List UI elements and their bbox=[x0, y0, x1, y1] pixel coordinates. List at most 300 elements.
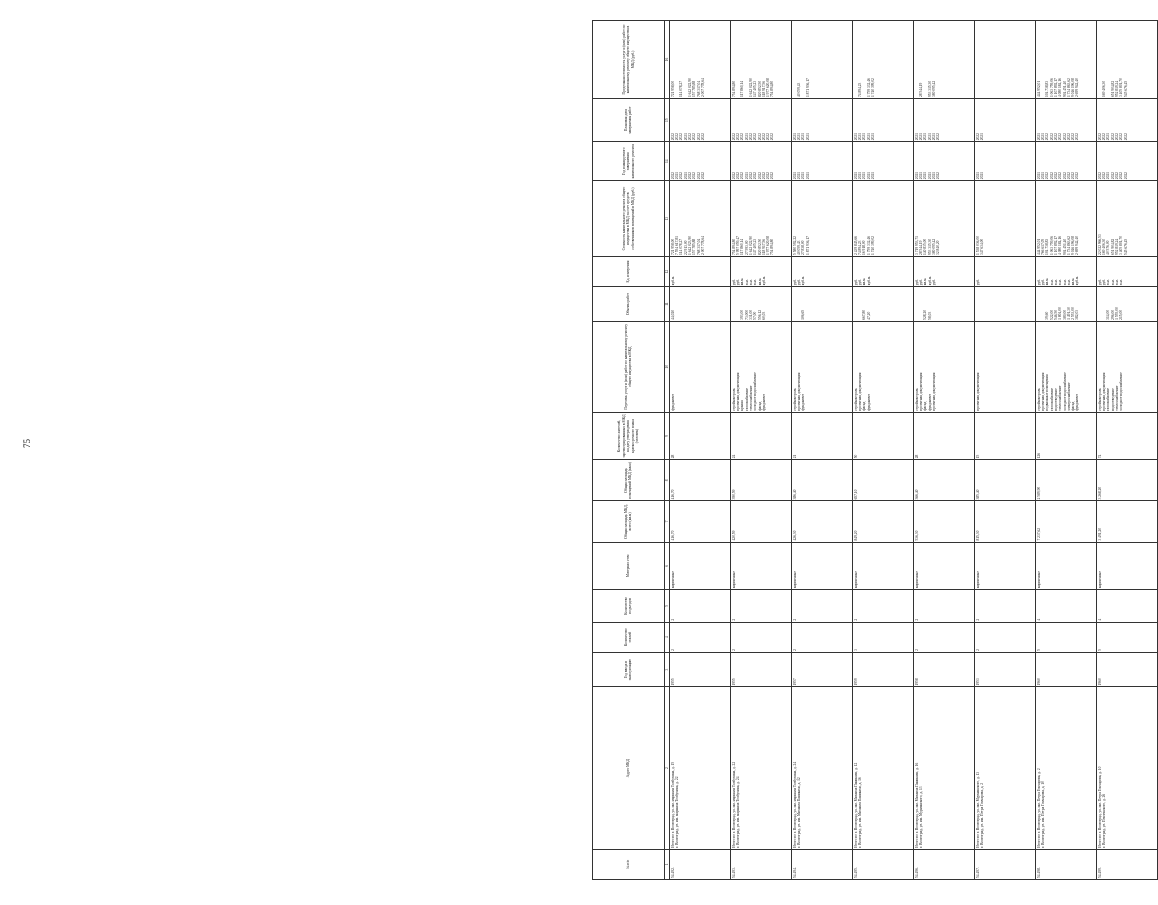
works-cell-line: проектная документация bbox=[1102, 372, 1107, 411]
address-cell-line: Итого по г. Волгоград, ул. им. Петра Гончарова, д. 10 bbox=[1097, 766, 1102, 848]
volumes-cell bbox=[975, 287, 1036, 322]
volumes-cell-line: 215,00 bbox=[1119, 309, 1124, 320]
units-cell-line: руб. bbox=[792, 278, 797, 286]
address-cell bbox=[731, 687, 792, 849]
address-cell bbox=[914, 687, 975, 849]
plan-date-cell-line: 2022 bbox=[1066, 133, 1071, 141]
units-cell-line: кв.м. bbox=[923, 277, 928, 286]
cost-cell-line: 147 405,23 bbox=[753, 238, 758, 255]
column-header: Год планируемого завершения капитального ремонта bbox=[593, 142, 665, 181]
volumes-cell bbox=[1036, 287, 1097, 322]
units-cell-line: п.м. bbox=[1053, 279, 1058, 286]
works-cell-line: водоотведение bbox=[1053, 388, 1058, 411]
row-number: 54.498. bbox=[1036, 849, 1097, 879]
works-cell-line: фундамент bbox=[801, 393, 806, 411]
year-cell: 1958 bbox=[914, 652, 975, 687]
entrances-cell: 2 bbox=[975, 590, 1036, 622]
works-cell-line: газоснабжение bbox=[1049, 388, 1054, 411]
area-rooms-cell: 386,40 bbox=[792, 460, 853, 501]
plan-date-cell-line: 2021 bbox=[914, 133, 919, 141]
plan-date-cell-line: 2022 bbox=[1075, 133, 1080, 141]
address-cell-line: Итого по г. Волгоград, ул. им. Мурманского, д. 13 bbox=[975, 771, 980, 848]
header-row bbox=[593, 21, 665, 880]
area-rooms-cell: 2 589,90 bbox=[1036, 460, 1097, 501]
column-header: Адрес МКД bbox=[593, 687, 665, 849]
limit-cost-cell-line: 117 860,14 bbox=[740, 80, 745, 98]
plan-date-cell bbox=[1097, 99, 1158, 142]
entrances-cell: 2 bbox=[670, 590, 731, 622]
material-cell: кирпичные bbox=[792, 542, 853, 590]
year-cell: 1957 bbox=[792, 652, 853, 687]
residents-cell: 28 bbox=[670, 412, 731, 460]
plan-year-cell-line: 2022 bbox=[1071, 172, 1076, 180]
plan-date-cell-line: 2022 bbox=[975, 133, 980, 141]
volumes-cell-line: 528,20 bbox=[923, 309, 928, 320]
area-total-cell: 7 237,62 bbox=[1036, 501, 1097, 542]
material-cell: кирпичные bbox=[853, 542, 914, 590]
plan-date-cell-line: 2021 bbox=[683, 133, 688, 141]
column-header: Количество жителей, зарегистрированных в МКД на дату утверждения краткосрочного плана (человек) bbox=[593, 412, 665, 460]
units-cell-line: п.м. bbox=[748, 279, 753, 286]
works-cell bbox=[1097, 321, 1158, 412]
plan-date-cell-line: 2021 bbox=[870, 133, 875, 141]
units-cell-line bbox=[697, 258, 701, 285]
year-cell: 1960 bbox=[1036, 652, 1097, 687]
cost-cell-line: 7 554 617,81 bbox=[675, 236, 680, 255]
plan-year-cell-line: 2022 bbox=[687, 172, 692, 180]
units-cell-line: куб.м. bbox=[927, 275, 932, 286]
cost-cell-line: 1 107 892,17 bbox=[1053, 236, 1058, 255]
repair-plan-table bbox=[592, 20, 1158, 880]
limit-cost-cell bbox=[914, 21, 975, 99]
material-cell: кирпичные bbox=[731, 542, 792, 590]
units-cell bbox=[731, 256, 792, 286]
material-cell: кирпичные bbox=[1097, 542, 1158, 590]
units-cell-line: кв.м. bbox=[757, 277, 762, 286]
plan-date-cell-line: 2022 bbox=[675, 133, 680, 141]
volumes-cell-line: 331,00 bbox=[748, 309, 753, 320]
entrances-cell: 4 bbox=[1036, 590, 1097, 622]
cost-cell-line: 1 642 022,90 bbox=[748, 236, 753, 255]
column-number: 9 bbox=[664, 412, 670, 460]
works-cell-line: фундамент bbox=[670, 393, 675, 411]
plan-year-cell-line: 2021 bbox=[675, 172, 680, 180]
column-header: Количество этажей bbox=[593, 622, 665, 652]
works-cell bbox=[914, 321, 975, 412]
units-cell bbox=[1036, 256, 1097, 286]
area-rooms-cell: 416,70 bbox=[670, 460, 731, 501]
plan-date-cell-line: 2022 bbox=[1110, 133, 1115, 141]
column-number: 7 bbox=[664, 501, 670, 542]
residents-cell: 50 bbox=[853, 412, 914, 460]
entrances-cell: 2 bbox=[792, 590, 853, 622]
plan-year-cell-line: 2022 bbox=[766, 172, 771, 180]
plan-date-cell-line: 2022 bbox=[1049, 133, 1054, 141]
floors-cell: 5 bbox=[1036, 622, 1097, 652]
cost-cell-line: 27 593,00 bbox=[744, 240, 749, 255]
cost-cell-line: 74 894,23 bbox=[858, 240, 863, 255]
residents-cell: 28 bbox=[914, 412, 975, 460]
cost-cell bbox=[731, 181, 792, 257]
volumes-cell-line: 1 804,00 bbox=[1058, 307, 1063, 320]
table-row bbox=[670, 21, 731, 880]
limit-cost-cell-line: 721 958,00 bbox=[670, 80, 675, 98]
entrances-cell: 2 bbox=[914, 590, 975, 622]
limit-cost-cell bbox=[853, 21, 914, 99]
plan-date-cell-line: 2021 bbox=[1041, 133, 1046, 141]
plan-date-cell-line: 2021 bbox=[1036, 133, 1041, 141]
limit-cost-cell-line: 1 871 936,17 bbox=[805, 78, 810, 98]
works-cell-line: фундамент bbox=[866, 393, 871, 411]
plan-year-cell-line: 2021 bbox=[923, 172, 928, 180]
units-cell-line: п.м. bbox=[1062, 279, 1067, 286]
cost-cell-line: 169 406,30 bbox=[1102, 238, 1107, 255]
column-number: 10 bbox=[664, 321, 670, 412]
cost-cell-line: 140 835,00 bbox=[923, 238, 928, 255]
volumes-cell-line: 60,03 bbox=[761, 311, 766, 320]
plan-date-cell-line: 2022 bbox=[700, 133, 705, 141]
works-cell-line: холодное водоснабжение bbox=[753, 372, 758, 411]
area-rooms-cell: 657,10 bbox=[853, 460, 914, 501]
limit-cost-cell-line bbox=[980, 22, 984, 97]
works-cell-line: газоснабжение bbox=[1106, 388, 1111, 411]
plan-year-cell bbox=[1097, 142, 1158, 181]
year-cell: 1960 bbox=[1097, 652, 1158, 687]
cost-cell-line: 820 852,50 bbox=[757, 238, 762, 255]
column-number: 12 bbox=[664, 256, 670, 286]
units-cell bbox=[914, 256, 975, 286]
volumes-cell-line: 1 491,30 bbox=[1066, 307, 1071, 320]
limit-cost-cell-line: 9 046 196,08 bbox=[1071, 78, 1076, 98]
cost-cell-line: 117 860,14 bbox=[740, 238, 745, 255]
material-cell: кирпичные bbox=[914, 542, 975, 590]
units-cell-line: руб. bbox=[731, 278, 736, 286]
plan-year-cell-line: 2022 bbox=[1053, 172, 1058, 180]
works-cell-line: стройконтроль bbox=[853, 388, 858, 411]
table-body bbox=[670, 21, 1158, 880]
cost-cell-line: 545 676,45 bbox=[1123, 238, 1128, 255]
row-number: 54.493. bbox=[731, 849, 792, 879]
plan-date-cell-line: 2021 bbox=[1106, 133, 1111, 141]
units-cell-line: руб. bbox=[1097, 278, 1102, 286]
units-cell-line: куб.м. bbox=[801, 275, 806, 286]
plan-date-cell-line: 2022 bbox=[731, 133, 736, 141]
floors-cell: 2 bbox=[731, 622, 792, 652]
plan-date-cell-line: 2022 bbox=[1062, 133, 1067, 141]
limit-cost-cell bbox=[975, 21, 1036, 99]
cost-cell-line: 28 544,19 bbox=[919, 240, 924, 255]
cost-cell bbox=[670, 181, 731, 257]
volumes-cell bbox=[1097, 287, 1158, 322]
works-cell-line: проектная документация bbox=[797, 372, 802, 411]
plan-date-cell-line: 2022 bbox=[1071, 133, 1076, 141]
works-cell-line: стройконтроль bbox=[1097, 388, 1102, 411]
limit-cost-cell-line: 1 642 022,90 bbox=[748, 78, 753, 98]
address-cell-line: г. Волгоград, ул. им. Петра Гончарова, д. 2 bbox=[980, 782, 985, 848]
plan-date-cell-line: 2021 bbox=[801, 133, 806, 141]
units-cell-line: п.м. bbox=[1049, 279, 1054, 286]
plan-year-cell bbox=[731, 142, 792, 181]
cost-cell-line: 2 699 942,40 bbox=[1075, 236, 1080, 255]
year-cell: 1953 bbox=[975, 652, 1036, 687]
works-cell bbox=[792, 321, 853, 412]
volumes-cell-line bbox=[976, 288, 980, 320]
cost-cell-line: 953 315,30 bbox=[927, 238, 932, 255]
volumes-cell-line: 39,60 bbox=[1045, 311, 1050, 320]
plan-year-cell-line: 2022 bbox=[696, 172, 701, 180]
column-number: 8 bbox=[664, 460, 670, 501]
volumes-cell-line: 546,50 bbox=[1053, 309, 1058, 320]
table-row bbox=[975, 21, 1036, 880]
cost-cell-line: 40 576,00 bbox=[1106, 240, 1111, 255]
cost-cell-line: 2 007 778,64 bbox=[700, 236, 705, 255]
area-rooms-cell: 385,40 bbox=[975, 460, 1036, 501]
volumes-cell-line: 296,00 bbox=[1110, 309, 1115, 320]
entrances-cell: 2 bbox=[853, 590, 914, 622]
cost-cell-line: 32 840,20 bbox=[936, 240, 941, 255]
cost-cell-line: 444 952,01 bbox=[1036, 238, 1041, 255]
units-cell-line: п.м. bbox=[1119, 279, 1124, 286]
plan-year-cell-line: 2022 bbox=[753, 172, 758, 180]
cost-cell-line: 114 078,27 bbox=[679, 238, 684, 255]
year-cell: 1955 bbox=[731, 652, 792, 687]
address-cell-line: г. Волгоград, ул. им. Михаила Паникахи, д. 16 bbox=[858, 777, 863, 848]
plan-year-cell-line: 2021 bbox=[805, 172, 810, 180]
units-cell-line: кв.м. bbox=[740, 277, 745, 286]
works-cell-line: теплоснабжение bbox=[748, 385, 753, 411]
plan-year-cell bbox=[975, 142, 1036, 181]
address-cell-line: Итого по г. Волгоград, ул. им. Михаила Паникахи, д. 16 bbox=[914, 762, 919, 848]
plan-date-cell-line: 2021 bbox=[919, 133, 924, 141]
works-cell-line: теплоснабжение bbox=[1058, 385, 1063, 411]
plan-year-cell-line: 2021 bbox=[927, 172, 932, 180]
material-cell: кирпичные bbox=[975, 542, 1036, 590]
volumes-cell-line: 73,000 bbox=[744, 309, 749, 320]
plan-year-cell bbox=[670, 142, 731, 181]
volumes-cell-line: 380,00 bbox=[1062, 309, 1067, 320]
volumes-cell-line: 522,00 bbox=[1049, 309, 1054, 320]
cost-cell bbox=[1097, 181, 1158, 257]
works-cell-line: газоснабжение bbox=[744, 388, 749, 411]
cost-cell-line: 1 642 023,90 bbox=[687, 236, 692, 255]
floors-cell: 2 bbox=[975, 622, 1036, 652]
plan-year-cell-line: 2022 bbox=[692, 172, 697, 180]
works-cell-line: водоотведение bbox=[1110, 388, 1115, 411]
plan-date-cell bbox=[792, 99, 853, 142]
units-cell-line: п.м. bbox=[1110, 279, 1115, 286]
plan-year-cell-line: 2021 bbox=[858, 172, 863, 180]
column-header: Предельная стоимость услуг и (или) работ по капитальному ремонту общего имущества в МКД (руб.) bbox=[593, 21, 665, 99]
volumes-cell-line: 314,00 bbox=[1106, 309, 1111, 320]
volumes-cell-line: 44,020 bbox=[670, 309, 675, 320]
units-cell-line: п.м. bbox=[1114, 279, 1119, 286]
cost-cell-line: 1 740 399,02 bbox=[870, 236, 875, 255]
plan-year-cell-line: 2021 bbox=[792, 172, 797, 180]
plan-date-cell-line: 2021 bbox=[744, 133, 749, 141]
area-total-cell: 420,59 bbox=[731, 501, 792, 542]
limit-cost-cell-line: 2 007 778,64 bbox=[700, 78, 705, 98]
limit-cost-cell-line: 444 952,01 bbox=[1036, 80, 1041, 98]
plan-date-cell-line: 2022 bbox=[757, 133, 762, 141]
works-cell-line: проектная документация bbox=[919, 372, 924, 411]
rotated-table-container bbox=[592, 20, 1152, 880]
plan-date-cell-line: 2022 bbox=[1058, 133, 1063, 141]
units-cell-line: руб. bbox=[853, 278, 858, 286]
units-cell-line: п.м. bbox=[1058, 279, 1063, 286]
plan-year-cell-line: 2021 bbox=[870, 172, 875, 180]
cost-cell-line: 754 894,80 bbox=[770, 238, 775, 255]
column-number: 2 bbox=[664, 687, 670, 849]
plan-date-cell-line: 2021 bbox=[797, 133, 802, 141]
plan-year-cell-line: 2022 bbox=[1114, 172, 1119, 180]
material-cell: кирпичные bbox=[1036, 542, 1097, 590]
table-row bbox=[1036, 21, 1097, 880]
cost-cell-line: 766 617,05 bbox=[1041, 238, 1046, 255]
floors-cell: 5 bbox=[1097, 622, 1158, 652]
works-cell-line: фундамент bbox=[761, 393, 766, 411]
plan-date-cell-line: 2022 bbox=[670, 133, 675, 141]
plan-year-cell-line: 2021 bbox=[914, 172, 919, 180]
limit-cost-cell-line: 754 894,80 bbox=[770, 80, 775, 98]
limit-cost-cell bbox=[670, 21, 731, 99]
plan-year-cell-line: 2022 bbox=[1119, 172, 1124, 180]
area-total-cell: 536,30 bbox=[914, 501, 975, 542]
units-cell-line: руб. bbox=[858, 278, 863, 286]
cost-cell-line: 1 977 620,08 bbox=[766, 236, 771, 255]
plan-date-cell-line: 2021 bbox=[927, 133, 932, 141]
volumes-cell-line: 393,00 bbox=[740, 309, 745, 320]
row-number: 54.496. bbox=[914, 849, 975, 879]
plan-year-cell-line: 2022 bbox=[1049, 172, 1054, 180]
works-cell-line: фасад bbox=[862, 401, 867, 411]
limit-cost-cell-line: 1 740 399,02 bbox=[870, 78, 875, 98]
address-cell-line: г. Волгоград, ул. им. маршала Толбухина, д. 22 bbox=[675, 776, 680, 848]
residents-cell: 24 bbox=[731, 412, 792, 460]
column-number: 5 bbox=[664, 590, 670, 622]
works-cell-line: проектная документация bbox=[975, 372, 980, 411]
cost-cell-line: 9 046 196,08 bbox=[1071, 236, 1076, 255]
entrances-cell: 4 bbox=[1097, 590, 1158, 622]
table-row bbox=[853, 21, 914, 880]
cost-cell-line: 1 538 036,00 bbox=[975, 236, 980, 255]
units-cell-line: руб. bbox=[931, 278, 936, 286]
plan-year-cell-line: 2022 bbox=[700, 172, 705, 180]
plan-date-cell bbox=[853, 99, 914, 142]
cost-cell-line: 2 439 845,66 bbox=[853, 236, 858, 255]
cost-cell-line: 157 785,88 bbox=[692, 238, 697, 255]
limit-cost-cell-line: 380 095,42 bbox=[931, 80, 936, 98]
cost-cell-line: 952 819,24 bbox=[1114, 238, 1119, 255]
limit-cost-cell-line: 28 544,19 bbox=[919, 82, 924, 98]
works-cell-line: фасад bbox=[757, 401, 762, 411]
plan-year-cell-line: 2022 bbox=[1110, 172, 1115, 180]
cost-cell-line: 651 904,82 bbox=[1110, 238, 1115, 255]
volumes-cell-line: 382,03 bbox=[1075, 309, 1080, 320]
area-total-cell: 815,30 bbox=[975, 501, 1036, 542]
address-cell bbox=[853, 687, 914, 849]
cost-cell-line: 3 719 953,71 bbox=[914, 236, 919, 255]
area-total-cell: 426,30 bbox=[792, 501, 853, 542]
plan-year-cell bbox=[1036, 142, 1097, 181]
units-cell-line: руб. bbox=[797, 278, 802, 286]
address-cell-line: Итого по г. Волгоград, ул. им. Петра Гончарова, д. 2 bbox=[1036, 768, 1041, 848]
units-cell-line: п.м. bbox=[753, 279, 758, 286]
column-header: Количество подъездов bbox=[593, 590, 665, 622]
limit-cost-cell bbox=[1036, 21, 1097, 99]
floors-cell: 3 bbox=[853, 622, 914, 652]
plan-date-cell-line: 2021 bbox=[858, 133, 863, 141]
plan-year-cell-line: 2022 bbox=[1045, 172, 1050, 180]
units-cell-line: п.м. bbox=[1066, 279, 1071, 286]
units-cell bbox=[975, 256, 1036, 286]
plan-year-cell-line: 2021 bbox=[801, 172, 806, 180]
plan-year-cell-line: 2021 bbox=[975, 172, 980, 180]
volumes-cell bbox=[853, 287, 914, 322]
area-rooms-cell: 3 268,20 bbox=[1097, 460, 1158, 501]
table-row bbox=[731, 21, 792, 880]
plan-year-cell-line: 2022 bbox=[757, 172, 762, 180]
column-header: Год ввода в эксплуатацию bbox=[593, 652, 665, 687]
limit-cost-cell-line: 820 852,50 bbox=[757, 80, 762, 98]
plan-date-cell-line: 2022 bbox=[1045, 133, 1050, 141]
works-cell-line: фундамент bbox=[1075, 393, 1080, 411]
plan-date-cell-line: 2021 bbox=[853, 133, 858, 141]
units-cell-line: куб.м. bbox=[670, 275, 675, 286]
cost-cell-line: 5 997 059,47 bbox=[736, 236, 741, 255]
column-header: Ед. измерения bbox=[593, 256, 665, 286]
area-total-cell: 416,70 bbox=[670, 501, 731, 542]
address-cell bbox=[975, 687, 1036, 849]
plan-date-cell-line: 2022 bbox=[1053, 133, 1058, 141]
limit-cost-cell-line: 169 406,30 bbox=[1102, 80, 1107, 98]
plan-date-cell-line: 2022 bbox=[753, 133, 758, 141]
plan-date-cell-line: 2022 bbox=[740, 133, 745, 141]
column-number: 3 bbox=[664, 652, 670, 687]
address-cell-line: Итого по г. Волгоград, ул. им. Михаила Паникахи, д. 12 bbox=[853, 762, 858, 848]
address-cell bbox=[670, 687, 731, 849]
plan-year-cell-line: 2022 bbox=[748, 172, 753, 180]
column-header: Плановая дата завершения работ bbox=[593, 99, 665, 142]
works-cell-line: стройконтроль bbox=[1036, 388, 1041, 411]
plan-year-cell-line: 2022 bbox=[1062, 172, 1067, 180]
volumes-cell-line: 2 553,00 bbox=[1071, 307, 1076, 320]
limit-cost-cell-line: 1 759 332,46 bbox=[866, 78, 871, 98]
address-cell-line: Итого по г. Волгоград, ул. им. маршала Толбухина, д. 15 bbox=[670, 761, 675, 848]
plan-year-cell-line: 2021 bbox=[1106, 172, 1111, 180]
plan-date-cell-line: 2022 bbox=[748, 133, 753, 141]
volumes-cell-line: 58,03 bbox=[927, 311, 932, 320]
plan-year-cell bbox=[914, 142, 975, 181]
works-cell-line: стройконтроль bbox=[731, 388, 736, 411]
plan-year-cell-line: 2022 bbox=[740, 172, 745, 180]
column-number: 13 bbox=[664, 181, 670, 257]
works-cell-line: проектная документация bbox=[858, 372, 863, 411]
works-cell-line: электроснабжение bbox=[1066, 382, 1071, 411]
limit-cost-cell-line: 2 699 942,40 bbox=[1075, 78, 1080, 98]
cost-cell-line: 40 059,43 bbox=[797, 240, 802, 255]
area-total-cell: 3 491,20 bbox=[1097, 501, 1158, 542]
limit-cost-cell-line: 904 451,40 bbox=[1062, 80, 1067, 98]
plan-date-cell-line: 2022 bbox=[1114, 133, 1119, 141]
address-cell-line: Итого по г. Волгоград, ул. им. маршала Толбухина, д. 22 bbox=[731, 761, 736, 848]
limit-cost-cell-line: 74 894,23 bbox=[858, 82, 863, 98]
plan-year-cell-line: 2021 bbox=[744, 172, 749, 180]
limit-cost-cell-line: 118 917,56 bbox=[761, 80, 766, 98]
plan-year-cell-line: 2022 bbox=[1066, 172, 1071, 180]
plan-date-cell-line: 2021 bbox=[980, 133, 985, 141]
plan-date-cell-line: 2022 bbox=[761, 133, 766, 141]
plan-date-cell bbox=[914, 99, 975, 142]
